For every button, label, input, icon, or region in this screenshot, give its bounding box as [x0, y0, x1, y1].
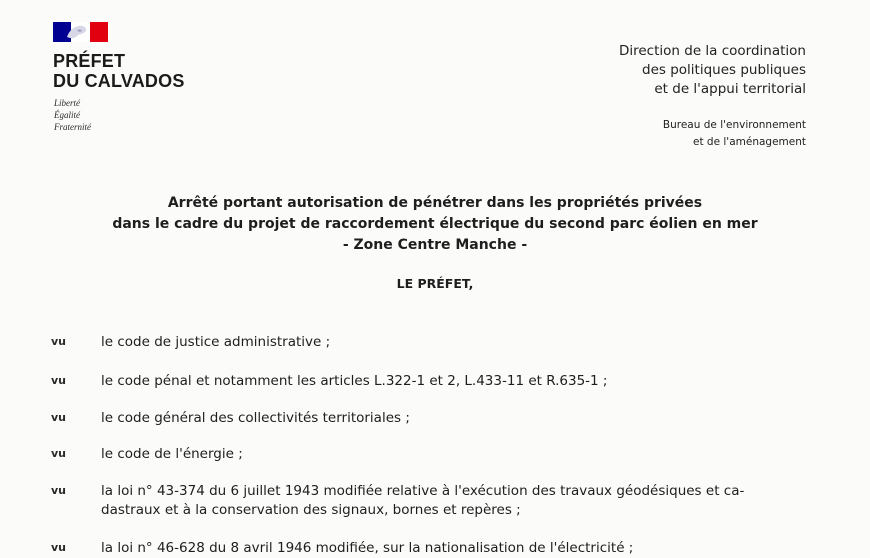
visa-text [101, 372, 811, 391]
bureau-line-2: et de l'aménagement [693, 136, 806, 148]
visa-line: dastraux et à la conservation des signaux, bornes et repères ; [101, 502, 521, 518]
title-line-1: Arrêté portant autorisation de pénétrer dans les propriétés privées [167, 195, 703, 211]
visa-line: le code de justice administrative ; [101, 334, 331, 350]
prefecture-line-2: DU CALVADOS [53, 71, 185, 91]
motto-egalite: Égalité [54, 110, 80, 120]
motto-liberte: Liberté [54, 98, 80, 108]
direction-line-2: des politiques publiques [642, 62, 806, 78]
direction-block [619, 42, 806, 99]
decree-title [0, 193, 870, 256]
decider-heading: LE PRÉFET, [396, 276, 474, 291]
visa-line: le code de l'énergie ; [101, 446, 243, 462]
republic-motto [54, 97, 91, 133]
title-line-2: dans le cadre du projet de raccordement électrique du second parc éolien en mer [112, 216, 758, 232]
visa-text [101, 539, 811, 558]
prefecture-line-1: PRÉFET [53, 51, 126, 71]
direction-line-1: Direction de la coordination [618, 43, 806, 59]
visa-line: la loi n° 43-374 du 6 juillet 1943 modifiée relative à l'exécution des travaux géodésiques et ca- [101, 483, 745, 499]
bureau-line-1: Bureau de l'environnement [662, 119, 806, 131]
visa-label: vu [51, 447, 67, 460]
prefecture-name [53, 51, 185, 91]
visa-text [101, 445, 811, 464]
visa-line: la loi n° 46-628 du 8 avril 1946 modifiée, sur la nationalisation de l'électricité ; [101, 540, 634, 556]
motto-fraternite: Fraternité [54, 122, 91, 132]
visa-line: le code général des collectivités territoriales ; [101, 410, 410, 426]
visa-text [101, 409, 811, 428]
visa-label: vu [51, 541, 67, 554]
marianne-logo-icon [53, 22, 108, 42]
direction-line-3: et de l'appui territorial [654, 81, 806, 97]
visa-line: le code pénal et notamment les articles L.322-1 et 2, L.433-11 et R.635-1 ; [101, 373, 608, 389]
visa-text [101, 333, 811, 352]
visa-label: vu [51, 374, 67, 387]
title-line-3: - Zone Centre Manche - [342, 237, 528, 253]
visa-label: vu [51, 335, 67, 348]
visa-label: vu [51, 411, 67, 424]
bureau-block [663, 117, 806, 151]
visa-text [101, 482, 811, 520]
visa-label: vu [51, 484, 67, 497]
